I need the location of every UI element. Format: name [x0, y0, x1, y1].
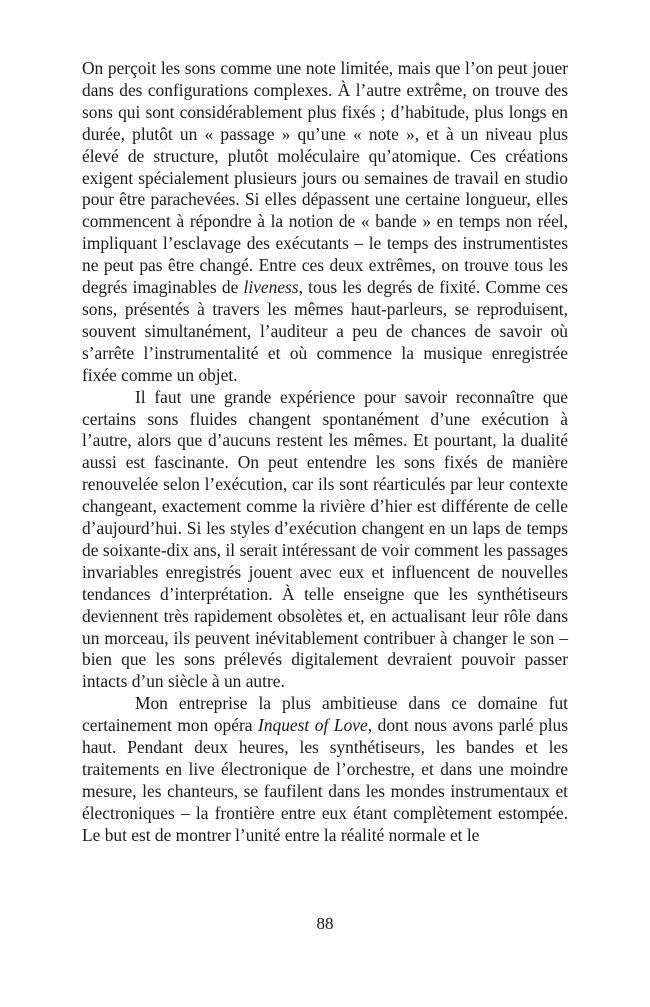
paragraph-1-part-3: , tous les degrés de fixité. Comme ces sons, présentés à travers les mêmes haut-parleurs, se reproduisent, souvent simultanément, l’auditeur a peu de chances de savoir où s’arrête l’instrumentalité et où commence la musique enregistrée fixée comme un objet.: [82, 277, 568, 385]
paragraph-3: [82, 693, 568, 846]
paragraph-3-part-1: Mon entreprise la plus ambitieuse dans ce domaine fut certainement mon opéra: [82, 693, 568, 736]
page-number: 88: [316, 914, 334, 933]
body-text: [82, 58, 568, 847]
italic-term-liveness: liveness: [243, 277, 299, 298]
paragraph-3-part-3: , dont nous avons parlé plus haut. Pendant deux heures, les synthétiseurs, les bandes et les traitements en live électronique de l’orchestre, et dans une moindre mesure, les chanteurs, se faufilent dans les mondes instrumentaux et électroniques – la frontière entre eux étant complètement estompée. Le but est de montrer l’unité entre la réalité normale et le: [82, 715, 568, 845]
italic-title-inquest-of-love: Inquest of Love: [258, 715, 368, 736]
paragraph-1-part-1: On perçoit les sons comme une note limitée, mais que l’on peut jouer dans des configurations complexes. À l’autre extrême, on trouve des sons qui sont considérablement plus fixés ; d’habitude, plus longs en durée, plutôt un « passage » qu’une « note », et à un niveau plus élevé de structure, plutôt moléculaire qu’atomique. Ces créations exigent spécialement plusieurs jours ou semaines de travail en studio pour être parachevées. Si elles dépassent une certaine longueur, elles commencent à répondre à la notion de « bande » en temps non réel, impliquant l’esclavage des exécutants – le temps des instrumentistes ne peut pas être changé. Entre ces deux extrêmes, on trouve tous les degrés imaginables de: [82, 58, 568, 298]
paragraph-1: [82, 58, 568, 387]
paragraph-2: Il faut une grande expérience pour savoir reconnaître que certains sons fluides changent spontanément d’une exécution à l’autre, alors que d’aucuns restent les mêmes. Et pourtant, la dualité aussi est fascinante. On peut entendre les sons fixés de manière renouvelée selon l’exécution, car ils sont réarticulés par leur contexte changeant, exactement comme la rivière d’hier est différente de celle d’aujourd’hui. Si les styles d’exécution changent en un laps de temps de soixante-dix ans, il serait intéressant de voir comment les passages invariables enregistrés jouent avec eux et influencent de nouvelles tendances d’interprétation. À telle enseigne que les synthétiseurs deviennent très rapidement obsolètes et, en actualisant leur rôle dans un morceau, ils peuvent inévitablement contribuer à changer le son – bien que les sons prélevés digitalement devraient pouvoir passer intacts d’un siècle à un autre.: [82, 386, 568, 692]
